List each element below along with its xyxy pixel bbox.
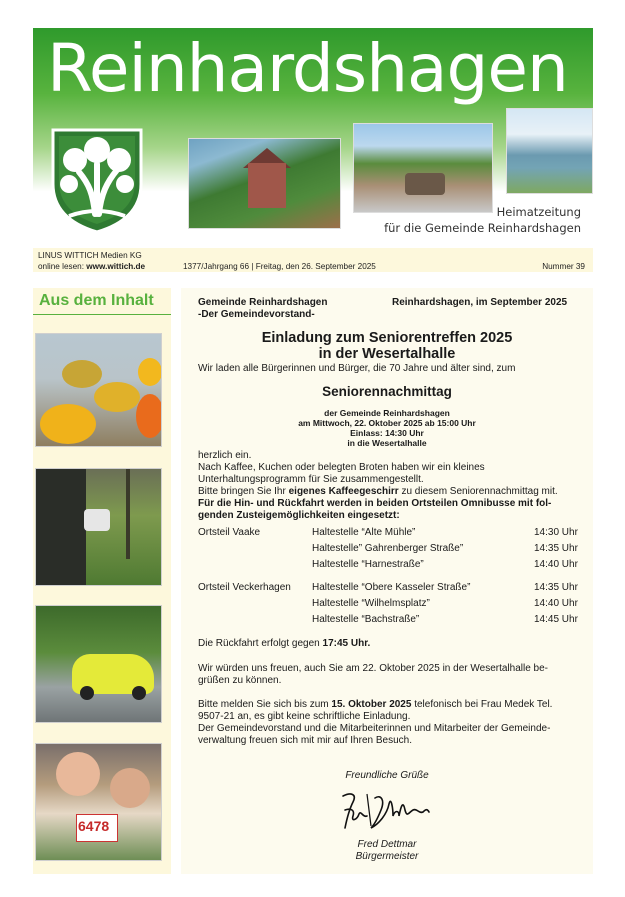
fountain — [405, 173, 445, 195]
car-wheel — [132, 686, 146, 700]
stop-name: Haltestelle “Alte Mühle” — [312, 527, 416, 538]
stop-time: 14:35 Uhr — [534, 543, 578, 554]
town-square-photo — [353, 123, 493, 213]
stop-district: Ortsteil Veckerhagen — [198, 582, 291, 593]
subtitle-line-2: für die Gemeinde Reinhardshagen — [384, 221, 581, 235]
online-line — [38, 261, 145, 272]
bucket — [84, 509, 110, 531]
register-line-2: 9507-21 an, es gibt keine schriftliche Einladung. — [198, 711, 411, 722]
online-url-link[interactable]: www.wittich.de — [86, 262, 146, 271]
online-label: online lesen: — [38, 262, 84, 271]
newspaper-title: Reinhardshagen — [47, 30, 568, 107]
stop-name: Haltestelle “Obere Kasseler Straße” — [312, 582, 471, 593]
body-line: herzlich ein. — [198, 450, 252, 461]
issue-info: 1377/Jahrgang 66 | Freitag, den 26. September 2025 — [183, 262, 376, 271]
car-wheel — [80, 686, 94, 700]
stop-name: Haltestelle “Bachstraße” — [312, 614, 420, 625]
squash-shape — [94, 382, 140, 412]
stop-time: 14:40 Uhr — [534, 559, 578, 570]
stop-name: Haltestelle “Wilhelmsplatz” — [312, 598, 430, 609]
stop-time: 14:45 Uhr — [534, 614, 578, 625]
sender — [198, 297, 327, 320]
subtitle-line-1: Heimatzeitung — [496, 205, 581, 219]
bring-dishes-emphasis: eigenes Kaffeegeschirr — [288, 486, 399, 497]
race-bib — [76, 814, 118, 842]
sidebar-contents — [33, 288, 171, 874]
thumbnail-car[interactable] — [35, 605, 162, 723]
stop-name: Haltestelle” Gahrenberger Straße” — [312, 543, 464, 554]
return-time: 17:45 Uhr. — [322, 638, 371, 649]
sender-line-1: Gemeinde Reinhardshagen — [198, 297, 328, 308]
sidebar-title: Aus dem Inhalt — [39, 292, 154, 309]
stop-time: 14:35 Uhr — [534, 582, 578, 593]
bus-line-1: Für die Hin- und Rückfahrt werden in beiden Ortsteilen Omnibusse mit fol- — [198, 498, 552, 509]
squash-shape — [62, 360, 102, 388]
event-line: in die Wesertalhalle — [347, 438, 427, 448]
event-line: Einlass: 14:30 Uhr — [350, 428, 424, 438]
child-face — [110, 768, 150, 808]
register-line-4: verwaltung freuen sich mit mir auf Ihren Besuch. — [198, 735, 412, 746]
closing-line-1: Wir würden uns freuen, auch Sie am 22. Oktober 2025 in der Wesertalhalle be- — [198, 663, 548, 674]
stop-time: 14:40 Uhr — [534, 598, 578, 609]
body-line: Nach Kaffee, Kuchen oder belegten Broten haben wir ein kleines — [198, 462, 485, 473]
bring-dishes-line: Bitte bringen Sie Ihr eigenes Kaffeegeschirr zu diesem Seniorennachmittag mit. — [198, 486, 558, 497]
issue-number: Nummer 39 — [542, 262, 585, 271]
register-line-3: Der Gemeindevorstand und die Mitarbeiterinnen und Mitarbeiter der Gemeinde- — [198, 723, 551, 734]
place-date: Reinhardshagen, im September 2025 — [392, 297, 568, 308]
sidebar-divider — [33, 314, 171, 315]
thumbnail-kids-run[interactable] — [35, 743, 162, 861]
event-title: Seniorennachmittag — [322, 384, 452, 399]
signer-name: Fred Dettmar — [357, 839, 417, 850]
event-line: der Gemeinde Reinhardshagen — [324, 408, 450, 418]
headline-line-2: in der Wesertalhalle — [318, 346, 456, 362]
stop-name: Haltestelle “Harnestraße” — [312, 559, 424, 570]
bib-number: 6478 — [78, 818, 110, 834]
tree-stake — [126, 469, 130, 559]
sender-line-2: -Der Gemeindevorstand- — [198, 308, 315, 320]
child-face — [56, 752, 100, 796]
info-bar — [33, 248, 593, 272]
headline-line-1: Einladung zum Seniorentreffen 2025 — [261, 330, 513, 346]
church-building — [248, 163, 286, 208]
signer-role: Bürgermeister — [355, 851, 419, 862]
masthead-subtitle — [384, 204, 581, 236]
stop-district: Ortsteil Vaake — [198, 527, 261, 538]
person-silhouette — [36, 469, 86, 586]
masthead — [33, 28, 593, 246]
event-line: am Mittwoch, 22. Oktober 2025 ab 15:00 Uhr — [298, 418, 476, 428]
stop-time: 14:30 Uhr — [534, 527, 578, 538]
return-line: Die Rückfahrt erfolgt gegen 17:45 Uhr. — [198, 638, 371, 649]
squash-shape — [138, 358, 162, 386]
closing-line-2: grüßen zu können. — [198, 675, 282, 686]
register-line: Bitte melden Sie sich bis zum 15. Oktober 2025 telefonisch bei Frau Medek Tel. — [198, 699, 553, 710]
thumbnail-planting[interactable] — [35, 468, 162, 586]
greeting: Freundliche Grüße — [345, 770, 429, 781]
publisher-name: LINUS WITTICH Medien KG — [38, 251, 142, 260]
river-weser-photo — [506, 108, 593, 194]
squash-shape — [40, 404, 96, 444]
register-deadline: 15. Oktober 2025 — [331, 699, 412, 710]
thumbnail-pumpkins[interactable] — [35, 333, 162, 447]
intro-text: Wir laden alle Bürgerinnen und Bürger, die 70 Jahre und älter sind, zum — [198, 363, 516, 374]
publisher-block — [38, 250, 145, 272]
article — [181, 288, 593, 874]
coat-of-arms-icon — [49, 124, 145, 234]
body-line: Unterhaltungsprogramm für Sie zusammengestellt. — [198, 474, 424, 485]
squash-shape — [136, 394, 162, 438]
bus-line-2: genden Zusteigemöglichkeiten eingesetzt: — [198, 510, 400, 521]
signature-handwriting — [337, 788, 432, 834]
